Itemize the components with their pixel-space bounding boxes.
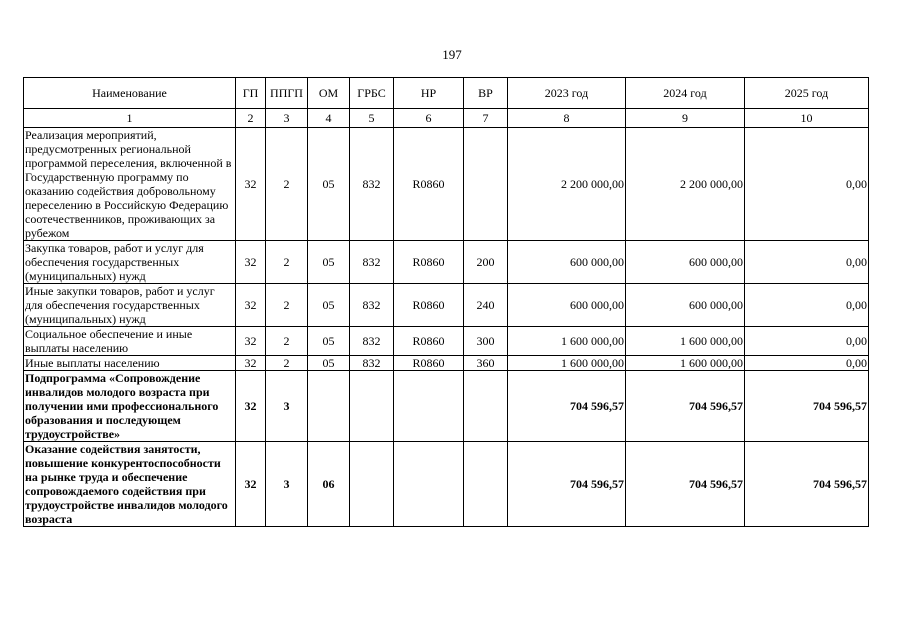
cell-2024: 704 596,57 — [626, 442, 745, 527]
cell-ppgp: 3 — [266, 442, 308, 527]
header-cell: НР — [394, 78, 464, 109]
cell-2023: 600 000,00 — [508, 284, 626, 327]
row-name: Социальное обеспечение и иные выплаты населению — [24, 327, 236, 356]
cell-nr: R0860 — [394, 356, 464, 371]
header-cell: ГРБС — [350, 78, 394, 109]
cell-vr: 200 — [464, 241, 508, 284]
column-number: 4 — [308, 109, 350, 128]
column-number: 9 — [626, 109, 745, 128]
column-number: 7 — [464, 109, 508, 128]
column-number-row — [24, 109, 869, 128]
cell-om: 05 — [308, 356, 350, 371]
cell-grbs: 832 — [350, 327, 394, 356]
cell-2023: 1 600 000,00 — [508, 356, 626, 371]
cell-2024: 704 596,57 — [626, 371, 745, 442]
cell-2023: 1 600 000,00 — [508, 327, 626, 356]
column-number: 5 — [350, 109, 394, 128]
cell-2024: 1 600 000,00 — [626, 356, 745, 371]
cell-om: 05 — [308, 241, 350, 284]
cell-vr — [464, 442, 508, 527]
header-cell: 2025 год — [745, 78, 869, 109]
cell-ppgp: 2 — [266, 128, 308, 241]
row-name: Закупка товаров, работ и услуг для обеспечения государственных (муниципальных) нужд — [24, 241, 236, 284]
header-cell: Наименование — [24, 78, 236, 109]
table-row — [24, 284, 869, 327]
cell-nr: R0860 — [394, 241, 464, 284]
row-name: Иные выплаты населению — [24, 356, 236, 371]
cell-om: 06 — [308, 442, 350, 527]
row-name: Оказание содействия занятости, повышение конкурентоспособности на рынке труда и обеспечение сопровождаемого содействия при трудоустройстве инвалидов молодого возраста — [24, 442, 236, 527]
header-cell: 2024 год — [626, 78, 745, 109]
cell-2025: 0,00 — [745, 327, 869, 356]
row-name: Реализация мероприятий, предусмотренных региональной программой переселения, включенной в Государственную программу по оказанию содействия добровольному переселению в Российскую Федерацию соотечественников, проживающих за рубежом — [24, 128, 236, 241]
cell-2025: 0,00 — [745, 128, 869, 241]
header-cell: ГП — [236, 78, 266, 109]
cell-vr — [464, 371, 508, 442]
cell-2024: 600 000,00 — [626, 284, 745, 327]
column-number: 10 — [745, 109, 869, 128]
cell-grbs: 832 — [350, 128, 394, 241]
cell-2023: 704 596,57 — [508, 371, 626, 442]
cell-gp: 32 — [236, 442, 266, 527]
cell-2024: 1 600 000,00 — [626, 327, 745, 356]
cell-vr: 240 — [464, 284, 508, 327]
cell-om: 05 — [308, 128, 350, 241]
column-number: 8 — [508, 109, 626, 128]
table-row — [24, 128, 869, 241]
cell-grbs: 832 — [350, 241, 394, 284]
cell-gp: 32 — [236, 327, 266, 356]
cell-gp: 32 — [236, 241, 266, 284]
cell-ppgp: 2 — [266, 356, 308, 371]
cell-vr: 300 — [464, 327, 508, 356]
main-activity-row — [24, 442, 869, 527]
cell-nr: R0860 — [394, 327, 464, 356]
cell-2023: 704 596,57 — [508, 442, 626, 527]
cell-grbs: 832 — [350, 284, 394, 327]
table-row — [24, 356, 869, 371]
cell-2023: 600 000,00 — [508, 241, 626, 284]
cell-2025: 0,00 — [745, 356, 869, 371]
cell-ppgp: 2 — [266, 284, 308, 327]
cell-om — [308, 371, 350, 442]
cell-ppgp: 3 — [266, 371, 308, 442]
header-cell: ВР — [464, 78, 508, 109]
cell-2025: 0,00 — [745, 241, 869, 284]
cell-ppgp: 2 — [266, 327, 308, 356]
cell-grbs — [350, 442, 394, 527]
cell-gp: 32 — [236, 356, 266, 371]
header-cell: ППГП — [266, 78, 308, 109]
cell-2024: 2 200 000,00 — [626, 128, 745, 241]
cell-2025: 704 596,57 — [745, 442, 869, 527]
cell-nr: R0860 — [394, 284, 464, 327]
cell-gp: 32 — [236, 371, 266, 442]
cell-2025: 0,00 — [745, 284, 869, 327]
column-number: 1 — [24, 109, 236, 128]
cell-nr: R0860 — [394, 128, 464, 241]
table-row — [24, 241, 869, 284]
page-number: 197 — [442, 47, 462, 62]
cell-2023: 2 200 000,00 — [508, 128, 626, 241]
cell-vr: 360 — [464, 356, 508, 371]
row-name: Иные закупки товаров, работ и услуг для обеспечения государственных (муниципальных) нужд — [24, 284, 236, 327]
header-row — [24, 78, 869, 109]
column-number: 3 — [266, 109, 308, 128]
column-number: 2 — [236, 109, 266, 128]
table-row — [24, 327, 869, 356]
cell-nr — [394, 442, 464, 527]
cell-nr — [394, 371, 464, 442]
cell-2024: 600 000,00 — [626, 241, 745, 284]
column-number: 6 — [394, 109, 464, 128]
header-cell: 2023 год — [508, 78, 626, 109]
cell-grbs — [350, 371, 394, 442]
cell-vr — [464, 128, 508, 241]
cell-om: 05 — [308, 284, 350, 327]
subprogram-row — [24, 371, 869, 442]
row-name: Подпрограмма «Сопровождение инвалидов молодого возраста при получении ими профессионального образования и последующем трудоустройстве» — [24, 371, 236, 442]
cell-2025: 704 596,57 — [745, 371, 869, 442]
cell-ppgp: 2 — [266, 241, 308, 284]
budget-table — [23, 77, 869, 527]
cell-gp: 32 — [236, 284, 266, 327]
header-cell: ОМ — [308, 78, 350, 109]
cell-om: 05 — [308, 327, 350, 356]
cell-grbs: 832 — [350, 356, 394, 371]
cell-gp: 32 — [236, 128, 266, 241]
